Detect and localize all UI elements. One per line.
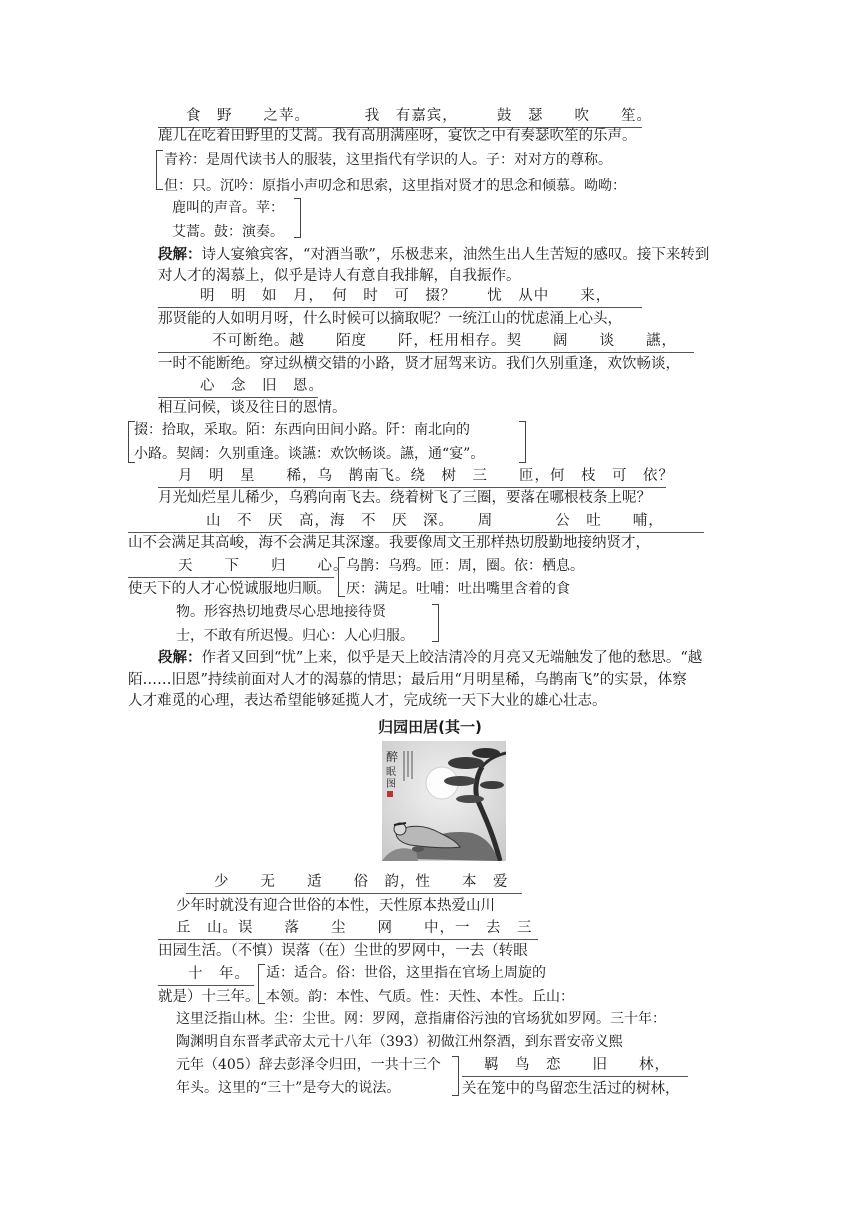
ink-painting-image xyxy=(382,741,506,861)
note-line: 鹿叫的声音。苹： xyxy=(172,200,284,216)
note-line: 物。形容热切地费尽心思地接待贤 xyxy=(176,604,386,620)
note-line: 元年（405）辞去彭泽令归田，一共十三个 xyxy=(176,1057,441,1073)
translation-line: 相互问候，谈及往日的恩情。 xyxy=(158,400,347,416)
verse-line: 少 无 适 俗 韵，性 本 爱 xyxy=(214,874,509,890)
duanjie-label: 段解： xyxy=(158,650,202,666)
translation-line: 鹿儿在吃着田野里的艾蒿。我有高朋满座呀，宴饮之中有奏瑟吹笙的乐声。 xyxy=(158,128,637,144)
note-line: 陶渊明自东晋孝武帝太元十八年（393）初做江州祭酒，到东晋安帝义熙 xyxy=(176,1034,623,1050)
note-line: 乌鹊：乌鸦。匝：周，圈。依：栖息。 xyxy=(346,558,584,574)
verse-line: 月 明 星 稀，乌 鹊南飞。绕 树 三 匝，何 枝 可 依？ xyxy=(178,468,674,484)
translation-line: 使天下的人才心悦诚服地归顺。 xyxy=(128,581,331,597)
paragraph-line: 段解：诗人宴飨宾客，“对酒当歌”，乐极悲来，油然生出人生苦短的感叹。接下来转到 xyxy=(158,247,710,263)
translation-line: 就是）十三年。 xyxy=(158,989,260,1005)
verse-line: 心 念 旧 恩。 xyxy=(200,378,324,394)
note-bracket-right xyxy=(294,198,301,238)
verse-line: 明 明 如 月， 何 时 可 掇？ 忧 从中 来， xyxy=(200,288,612,304)
underline xyxy=(462,1076,688,1077)
paragraph-line: 陌……旧恩”持续前面对人才的渴慕的情思；最后用“月明星稀，乌鹊南飞”的实景，体察 xyxy=(128,672,687,688)
note-line: 年头。这里的“三十”是夸大的说法。 xyxy=(176,1080,401,1096)
note-line: 青衿：是周代读书人的服装，这里指代有学识的人。子：对对方的尊称。 xyxy=(164,152,612,168)
section-title: 归园田居(其一) xyxy=(378,718,482,736)
translation-line: 一时不能断绝。穿过纵横交错的小路，贤才屈驾来访。我们久别重逢，欢饮畅谈， xyxy=(158,356,680,372)
note-line: 士，不敢有所迟慢。归心：人心归服。 xyxy=(176,628,414,644)
note-bracket-left xyxy=(338,557,345,597)
underline xyxy=(158,307,642,308)
verse-line: 丘 山。误 落 尘 网 中，一 去 三 xyxy=(176,920,533,936)
paragraph-line: 人才难觅的心理，表达希望能够延揽人才，完成统一天下大业的雄心壮志。 xyxy=(128,693,607,709)
svg-text:图: 图 xyxy=(386,779,396,790)
note-line: 艾蒿。鼓：演奏。 xyxy=(172,224,284,240)
paragraph-line: 对人才的渴慕上，似乎是诗人有意自我排解，自我振作。 xyxy=(158,268,521,284)
note-line: 小路。契阔：久别重逢。谈讌：欢饮畅谈。讌，通“宴”。 xyxy=(134,446,485,462)
note-bracket-left xyxy=(156,150,163,190)
translation-line: 山不会满足其高峻，海不会满足其深邃。我要像周文王那样热切殷勤地接纳贤才， xyxy=(128,535,650,551)
verse-line: 天 下 归 心。 xyxy=(178,558,349,574)
ink-painting-svg xyxy=(382,741,506,861)
note-line: 厌：满足。吐哺：吐出嘴里含着的食 xyxy=(346,581,570,597)
note-line: 适：适合。俗：世俗，这里指在官场上周旋的 xyxy=(266,965,546,981)
underline xyxy=(158,985,254,986)
verse-line: 不可断绝。越 陌度 阡，枉用相存。契 阔 谈 讌， xyxy=(212,333,677,349)
verse-line: 食 野 之苹。 我 有嘉宾， 鼓 瑟 吹 笙。 xyxy=(186,108,652,124)
paragraph-line: 段解：作者又回到“忧”上来，似乎是天上皎洁清冷的月亮又无端触发了他的愁思。“越 xyxy=(158,650,703,666)
translation-line: 月光灿烂星儿稀少，乌鸦向南飞去。绕着树飞了三圈，要落在哪根枝条上呢？ xyxy=(158,490,651,506)
note-line: 掇：拾取，采取。陌：东西向田间小路。阡：南北向的 xyxy=(134,422,470,438)
duanjie-label: 段解： xyxy=(158,247,202,263)
verse-line: 羁 鸟 恋 旧 林， xyxy=(484,1057,670,1073)
note-line: 本领。韵：本性、气质。性：天性、本性。丘山： xyxy=(266,989,574,1005)
note-line: 但：只。沉吟：原指小声叨念和思索，这里指对贤才的思念和倾慕。呦呦： xyxy=(164,178,626,194)
note-bracket-right xyxy=(432,604,439,642)
svg-text:眠: 眠 xyxy=(386,767,396,778)
underline xyxy=(158,939,538,940)
translation-line: 那贤能的人如明月呀，什么时候可以摘取呢？一统江山的忧虑涌上心头， xyxy=(158,311,622,327)
painting-seal-text: 醉 xyxy=(386,750,399,764)
underline xyxy=(158,352,694,353)
translation-line: 田园生活。（不慎）误落（在）尘世的罗网中，一去（转眼 xyxy=(158,943,528,959)
verse-line: 十 年。 xyxy=(188,966,250,982)
underline xyxy=(128,577,334,578)
underline xyxy=(186,893,522,894)
note-line: 这里泛指山林。尘：尘世。网：罗网，意指庸俗污浊的官场犹如罗网。三十年： xyxy=(176,1011,666,1027)
note-bracket-right xyxy=(452,1056,459,1096)
translation-line: 关在笼中的鸟留恋生活过的树林， xyxy=(462,1081,680,1097)
note-bracket-right xyxy=(519,421,526,463)
translation-line: 少年时就没有迎合世俗的本性，天性原本热爱山川 xyxy=(176,898,495,914)
verse-line: 山 不 厌 高，海 不 厌 深。 周 公 吐 哺， xyxy=(206,513,664,529)
